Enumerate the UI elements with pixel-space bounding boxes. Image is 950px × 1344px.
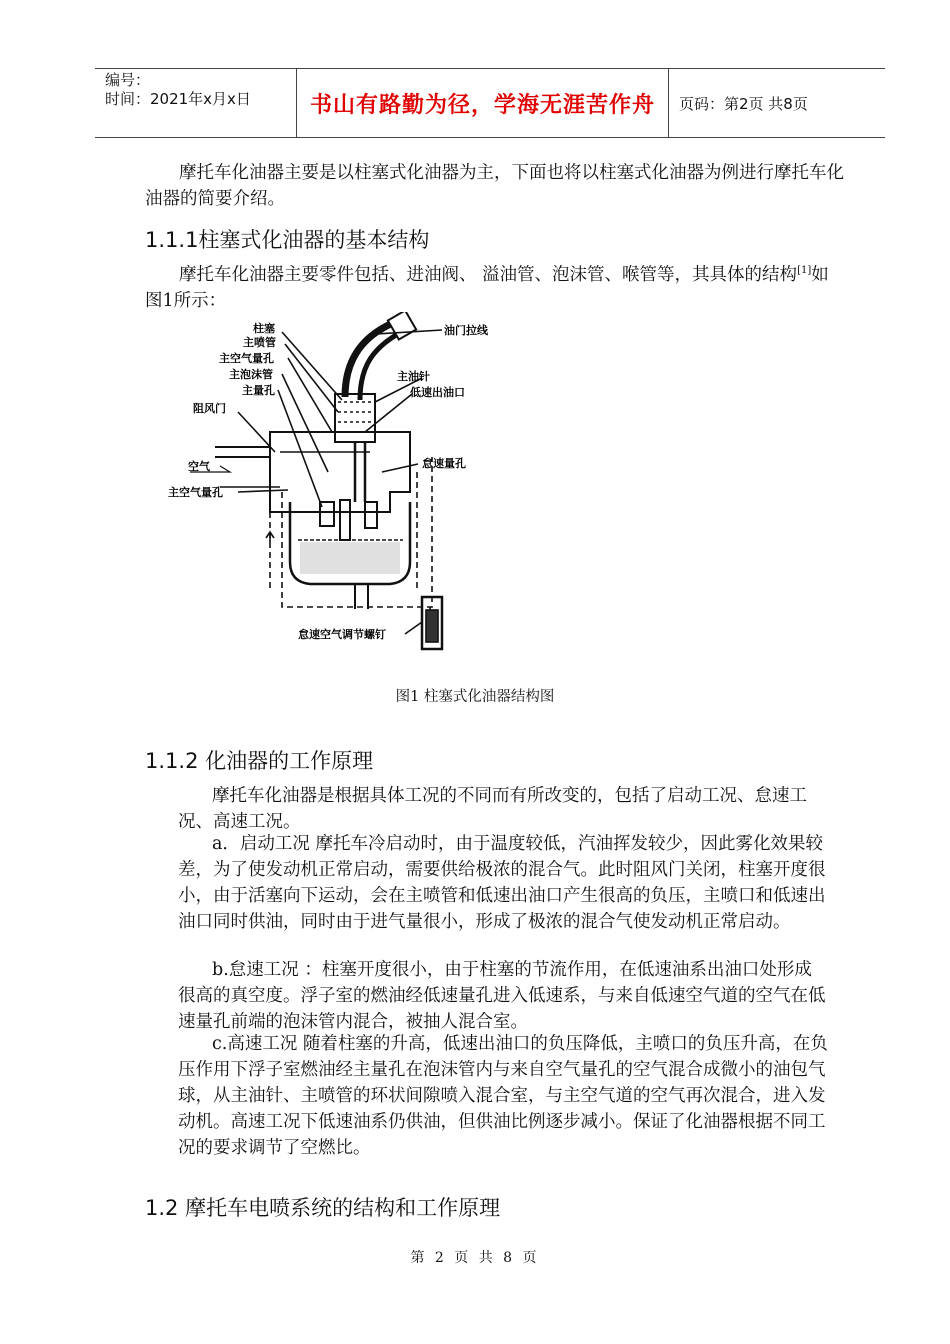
section-112-title: 1.1.2 化油器的工作原理 [145, 749, 374, 773]
label-plunger: 柱塞 [253, 322, 275, 335]
page-footer: 第 2 页 共 8 页 [410, 1250, 540, 1266]
header-time: 时间：2021年x月x日 [105, 90, 251, 108]
intro-paragraph: 摩托车化油器主要是以柱塞式化油器为主，下面也将以柱塞式化油器为例进行摩托车化油器的简要介绍。 [145, 163, 844, 209]
carburetor-diagram [160, 312, 510, 672]
section-111-title: 1.1.1柱塞式化油器的基本结构 [145, 228, 430, 252]
label-main-jet: 主量孔 [242, 384, 275, 397]
figure-caption: 图1 柱塞式化油器结构图 [395, 689, 555, 705]
header-motto: 书山有路勤为径，学海无涯苦作舟 [297, 69, 669, 137]
label-idle-jet: 怠速量孔 [422, 457, 466, 470]
label-air: 空气 [188, 460, 210, 473]
header-meta [95, 69, 297, 137]
section-111-text-end: 如图1所示： [145, 264, 829, 311]
label-throttle-cable: 油门拉线 [444, 324, 488, 337]
section-112-paragraph-2: a．启动工况 摩托车冷启动时，由于温度较低，汽油挥发较少，因此雾化效果较差，为了使发动机正常启动，需要供给极浓的混合气。此时阻风门关闭，柱塞开度很小，由于活塞向下运动，会在主喷管和低速出油口产生很高的负压，主喷口和低速出油口同时供油，同时由于进气量很小，形成了极浓的混合气使发动机正常启动。 [178, 834, 826, 932]
label-main-needle: 主油针 [397, 370, 430, 383]
header-code: 编号： [105, 71, 151, 89]
label-choke: 阻风门 [193, 402, 226, 415]
section-111-text: 摩托车化油器主要零件包括、进油阀、 溢油管、泡沫管、喉管等，其具体的结构 [179, 264, 798, 285]
label-main-air-hole: 主空气量孔 [219, 352, 274, 365]
label-main-foam-tube: 主泡沫管 [229, 368, 273, 381]
carburetor-drawing [160, 312, 510, 672]
section-112-paragraph-4: c.高速工况 随着柱塞的升高，低速出油口的负压降低，主喷口的负压升高，在负压作用下浮子室燃油经主量孔在泡沫管内与来自空气量孔的空气混合成微小的油包气球，从主油针、主喷管的环状间隙喷入混合室，与主空气道的空气再次混合，进入发动机。高速工况下低速油系仍供油，但供油比例逐步减小。保证了化油器根据不同工况的要求调节了空燃比。 [178, 1034, 828, 1158]
section-112-paragraph-1: 摩托车化油器是根据具体工况的不同而有所改变的，包括了启动工况、怠速工况、高速工况。 [178, 786, 807, 832]
section-12-title: 1.2 摩托车电喷系统的结构和工作原理 [145, 1196, 501, 1220]
label-main-air-hole-2: 主空气量孔 [168, 486, 223, 499]
page-header [95, 68, 885, 138]
header-page-info: 页码：第2页 共8页 [679, 94, 808, 113]
label-low-speed-outlet: 低速出油口 [410, 386, 465, 399]
label-idle-screw: 怠速空气调节螺钉 [298, 628, 386, 641]
section-111-paragraph [145, 258, 845, 314]
section-112-paragraph-3: b.怠速工况 ：柱塞开度很小，由于柱塞的节流作用，在低速油系出油口处形成很高的真空度。浮子室的燃油经低速量孔进入低速系，与来自低速空气道的空气在低速量孔前端的泡沫管内混合，被抽人混合室。 [178, 960, 826, 1032]
reference-mark: [1] [797, 265, 812, 276]
label-main-nozzle: 主喷管 [243, 336, 276, 349]
